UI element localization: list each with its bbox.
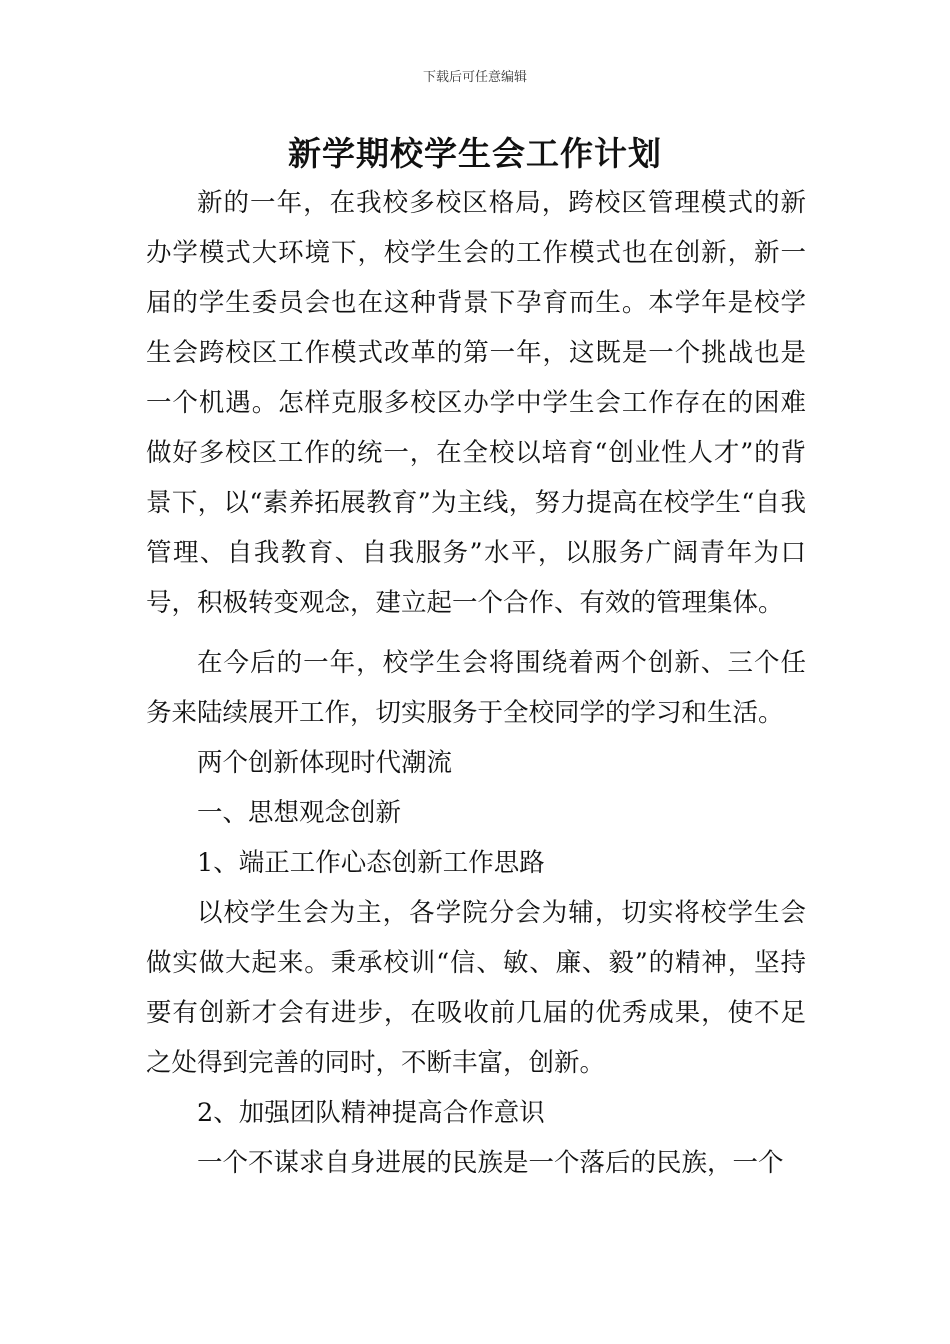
paragraph: 新的一年，在我校多校区格局，跨校区管理模式的新办学模式大环境下，校学生会的工作模式也在创新，新一届的学生委员会也在这种背景下孕育而生。本学年是校学生会跨校区工作模式改革的第一年，这既是一个挑战也是一个机遇。怎样克服多校区办学中学生会工作存在的困难做好多校区工作的统一，在全校以培育“创业性人才”的背景下，以“素养拓展教育”为主线，努力提高在校学生“自我管理、自我教育、自我服务”水平，以服务广阔青年为口号，积极转变观念，建立起一个合作、有效的管理集体。 bbox=[146, 188, 806, 618]
paragraph: 以校学生会为主，各学院分会为辅，切实将校学生会做实做大起来。秉承校训“信、敏、廉、毅”的精神，坚持要有创新才会有进步，在吸收前几届的优秀成果，使不足之处得到完善的同时，不断丰富，创新。 bbox=[146, 898, 806, 1078]
section-heading: 一、思想观念创新 bbox=[197, 798, 402, 828]
subsection-heading: 1、端正工作心态创新工作思路 bbox=[197, 848, 545, 878]
paragraph: 在今后的一年，校学生会将围绕着两个创新、三个任务来陆续展开工作，切实服务于全校同学的学习和生活。 bbox=[146, 648, 806, 728]
header-note: 下载后可任意编辑 bbox=[422, 70, 527, 85]
document-title: 新学期校学生会工作计划 bbox=[288, 134, 662, 173]
subsection-heading: 2、加强团队精神提高合作意识 bbox=[197, 1098, 545, 1128]
document-body bbox=[146, 178, 806, 1188]
paragraph: 一个不谋求自身进展的民族是一个落后的民族，一个 bbox=[197, 1148, 784, 1178]
section-heading: 两个创新体现时代潮流 bbox=[197, 748, 453, 778]
